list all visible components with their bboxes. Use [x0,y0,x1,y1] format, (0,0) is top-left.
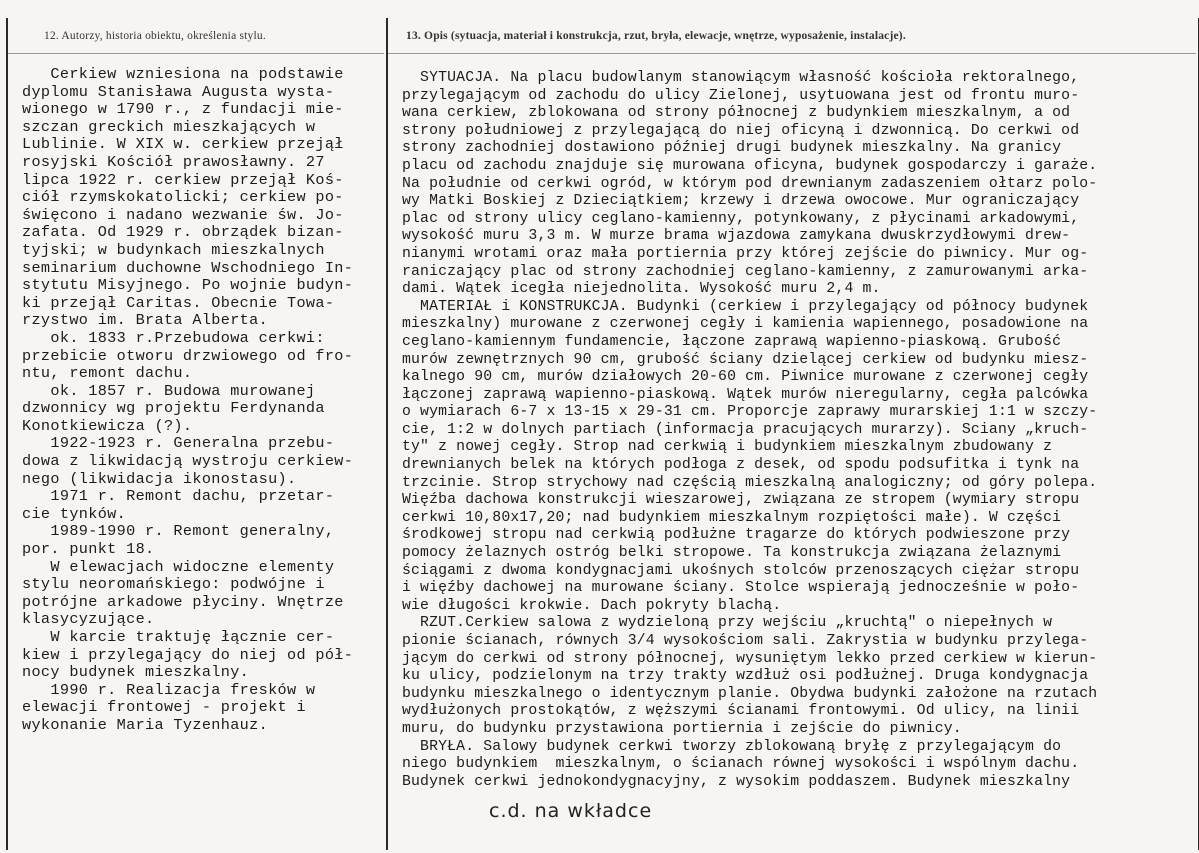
text-line: dzwonnicy wg projektu Ferdynanda [22,399,325,418]
text-line: nocy budynek mieszkalny. [22,663,250,682]
text-line: cie, 1:2 w dolnych partiach (informacja pracujących murarzy). Sciany „kruch- [402,421,1089,438]
text-line: 1971 r. Remont dachu, przetar- [22,487,335,506]
text-line: ciół rzymskokatolicki; cerkiew po- [22,188,344,207]
text-line: kiew i przylegający do niej od pół- [22,645,354,664]
text-line: plac od strony ulicy ceglano-kamienny, potynkowany, z płycinami arkadowymi, [402,210,1080,227]
text-line: BRYŁA. Salowy budynek cerkwi tworzy zblokowaną bryłę z przylegającym do [402,738,1062,755]
text-line: ok. 1833 r.Przebudowa cerkwi: [22,328,325,347]
text-line: muru, do budynku przystawiona portiernia i zejście do piwnicy. [402,720,962,737]
text-line: placu od zachodu znajduje się murowana oficyna, budynek gospodarczy i garaże. [402,157,1098,174]
text-line: wykonanie Maria Tyzenhauz. [22,715,269,734]
text-line: wy Matki Boskiej z Dzieciątkiem; krzewy i drzewa owocowe. Mur ograniczający [402,193,1080,210]
left-header-divider [8,53,384,54]
text-line: dowa z likwidacją wystroju cerkiew- [22,452,354,471]
text-line: budynku mieszkalnego o identycznym planie. Obydwa budynki założone na rzutach [402,685,1098,702]
text-line: Więźba dachowa konstrukcji wieszarowej, związana ze stropem (wymiary stropu [402,492,1080,509]
text-line: Na południe od cerkwi ogród, w którym pod drewnianym zadaszeniem ołtarz polo- [402,175,1098,192]
text-line: dami. Wątek icegła niejednolita. Wysokość muru 2,4 m. [402,281,881,298]
text-line: por. punkt 18. [22,540,155,559]
text-line: lipca 1922 r. cerkiew przejął Koś- [22,170,344,189]
text-line: murów zewnętrznych 90 cm, grubość ściany dzielącej cerkiew od budynku miesz- [402,351,1089,368]
text-line: 1922-1923 r. Generalna przebu- [22,434,335,453]
text-line: nianymi wrotami oraz mała portiernia przy której zejście do piwnicy. Mur og- [402,245,1089,262]
text-line: zafata. Od 1929 r. obrządek bizan- [22,223,344,242]
text-line: 1989-1990 r. Remont generalny, [22,522,335,541]
text-line: cerkwi 10,80x17,20; nad budynkiem mieszkalnym rozpiętości małe). W części [402,509,1062,526]
text-line: stylu neoromańskiego: podwójne i [22,575,325,594]
text-line: MATERIAŁ i KONSTRUKCJA. Budynki (cerkiew i przylegający od północy budynek [402,298,1089,315]
text-line: 1990 r. Realizacja fresków w [22,680,316,699]
text-line: święcono i nadano wezwanie św. Jo- [22,205,344,224]
text-line: nego (likwidacja ikonostasu). [22,469,297,488]
description-text [402,70,1192,791]
text-line: wydłużonych prostokątów, z węższymi ścianami frontowymi. Od ulicy, na linii [402,703,1080,720]
text-line: seminarium duchowne Wschodniego In- [22,258,354,277]
text-line: Budynek cerkwi jednokondygnacyjny, z wysokim poddaszem. Budynek mieszkalny [402,773,1071,790]
text-line: Konotkiewicza (?). [22,416,193,435]
text-line: strony południowej z przylegającą do niej oficyną i dzwonnicą. Do cerkwi od [402,122,1080,139]
text-line: i więźby dachowej na murowane ściany. Stolce wspierają jednocześnie w poło- [402,580,1080,597]
text-line: przylegającym od zachodu do ulicy Zielonej, usytuowana jest od frontu muro- [402,87,1080,104]
text-line: ok. 1857 r. Budowa murowanej [22,381,316,400]
text-line: raniczający plac od strony zachodniej ceglano-kamienny, z zamurowanymi arka- [402,263,1089,280]
text-line: ntu, remont dachu. [22,364,193,383]
text-line: trzcinie. Strop strychowy nad częścią mieszkalną analogiczny; od góry polepa. [402,474,1098,491]
left-section-header: 12. Autorzy, historia obiektu, określenia stylu. [44,30,266,42]
text-line: łączonej zaprawą wapienno-piaskową. Wątek murów nieregularny, cegła palcówka [402,386,1089,403]
text-line: ściągami z dwoma kondygnacjami ukośnych stolców przenoszących ciężar stropu [402,562,1080,579]
text-line: jącym do cerkwi od strony północnej, wysuniętym lekko przed cerkiew w kierun- [402,650,1098,667]
text-line: niego budynkiem mieszkalnym, o ścianach równej wysokości i wspólnym dachu. [402,756,1080,773]
text-line: cie tynków. [22,504,127,523]
text-line: Cerkiew wzniesiona na podstawie [22,65,344,83]
text-line: środkowej stropu nad cerkwią podłużne tragarze do których podwieszone przy [402,527,1071,544]
text-line: W karcie traktuję łącznie cer- [22,628,335,646]
text-line: potrójne arkadowe płyciny. Wnętrze [22,592,344,611]
text-line: pionie ścianach, równych 3/4 wysokościom sali. Zakrystia w budynku przylega- [402,633,1089,649]
history-text [22,66,382,735]
text-line: wana cerkiew, zblokowana od strony północnej z budynkiem mieszkalnym, a od [402,105,1071,122]
text-line: ceglano-kamiennym fundamencie, łączone zaprawą wapienno-piaskową. Grubość [402,333,1062,350]
text-line: klasycyzujące. [22,610,155,629]
text-line: Lublinie. W XIX w. cerkiew przejął [22,135,344,154]
text-line: mieszkalny) murowane z czerwonej cegły i kamienia wapiennego, posadowione na [402,316,1089,333]
text-line: W elewacjach widoczne elementy [22,557,335,576]
text-line: przebicie otworu drzwiowego od fro- [22,346,354,365]
text-line: elewacji frontowej - projekt i [22,698,306,717]
text-line: SYTUACJA. Na placu budowlanym stanowiącym własność kościoła rektoralnego, [402,70,1080,86]
text-line: strony zachodniej dostawiono później drugi budynek mieszkalny. Na granicy [402,140,1062,157]
text-line: wionego w 1790 r., z fundacji mie- [22,100,344,119]
text-line: pomocy żelaznych ostróg belki stropowe. Ta konstrukcja związana żelaznymi [402,545,1062,562]
text-line: kalnego 90 cm, murów działowych 20-60 cm. Piwnice murowane z czerwonej cegły [402,369,1089,386]
text-line: ty" z nowej cegły. Strop nad cerkwią i budynkiem mieszkalnym zbudowany z [402,439,1053,456]
text-line: rzystwo im. Brata Alberta. [22,311,269,330]
text-line: wysokość muru 3,3 m. W murze brama wjazdowa zamykana dwuskrzydłowymi drew- [402,228,1071,245]
text-line: rosyjski Kościół prawosławny. 27 [22,152,325,171]
text-line: drewnianych belek na których podłoga z desek, od spodu podsufitka i tynk na [402,457,1080,474]
right-header-divider [388,53,1196,54]
right-section-header: 13. Opis (sytuacja, materiał i konstrukcja, rzut, bryła, elewacje, wnętrze, wyposażenie, instalacje). [406,30,906,42]
text-line: ku ulicy, podzielonym na trzy trakty wzdłuż osi podłużnej. Druga kondygnacja [402,668,1089,685]
text-line: o wymiarach 6-7 x 13-15 x 29-31 cm. Proporcje zaprawy murarskiej 1:1 w szczy- [402,404,1098,421]
text-line: dyplomu Stanisława Augusta wysta- [22,82,335,101]
text-line: wie długości krokwie. Dach pokryty blachą. [402,597,782,614]
handwritten-note: c.d. na wkładce [489,800,653,822]
text-line: stytutu Misyjnego. Po wojnie budyn- [22,276,354,295]
text-line: RZUT.Cerkiew salowa z wydzieloną przy wejściu „kruchtą" o niepełnych w [402,615,1053,632]
text-line: tyjski; w budynkach mieszkalnych [22,240,325,259]
text-line: szczan greckich mieszkających w [22,117,316,136]
text-line: ki przejął Caritas. Obecnie Towa- [22,293,335,312]
